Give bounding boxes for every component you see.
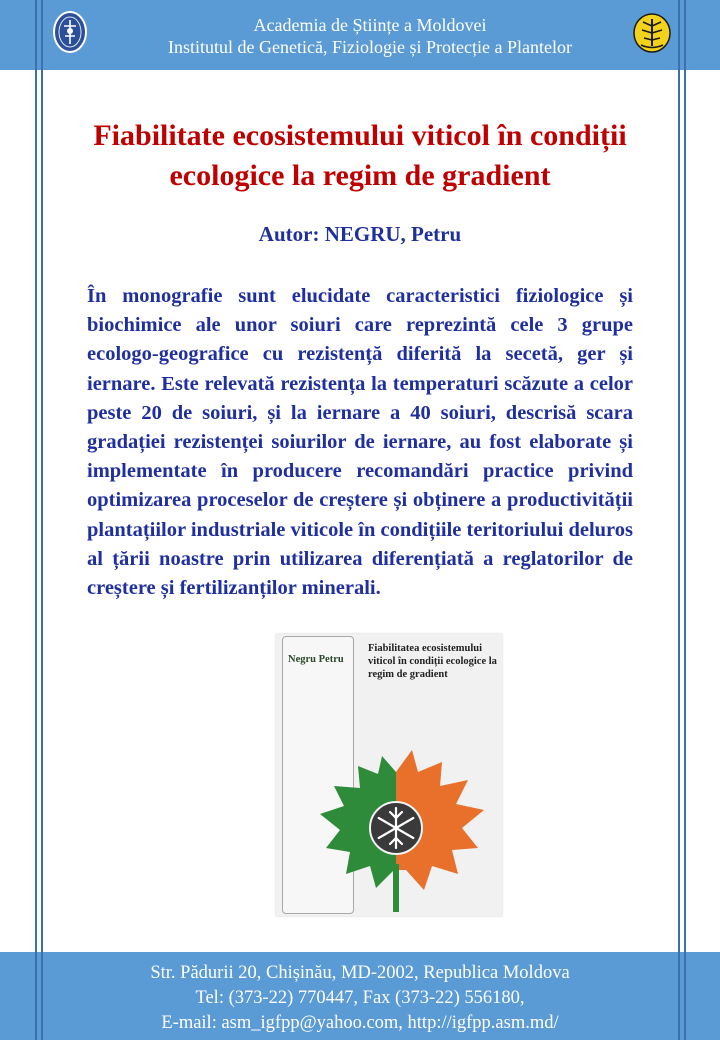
left-border-line: [35, 0, 37, 1040]
header-academy-name: Academia de Științe a Moldovei: [253, 15, 487, 35]
book-author: Autor: NEGRU, Petru: [258, 222, 462, 246]
right-border-line: [678, 0, 680, 1040]
header-institute-name: Institutul de Genetică, Fiziologie și Protecție a Plantelor: [168, 37, 572, 57]
footer-address: Str. Pădurii 20, Chișinău, MD-2002, Republica Moldova: [150, 963, 570, 983]
grape-leaf-illustration: [296, 744, 496, 912]
cover-author: Negru Petru: [288, 654, 344, 665]
cover-title: Fiabilitatea ecosistemului viticol în condiții ecologice la regim de gradient: [368, 643, 497, 680]
academy-emblem-icon: [52, 10, 88, 54]
book-title: Fiabilitate ecosistemului viticol în condiții ecologice la regim de gradient: [93, 119, 627, 192]
left-border-line: [41, 0, 43, 1040]
right-border-line: [684, 0, 686, 1040]
footer-email: E-mail: asm_igfpp@yahoo.com, http://igfpp.asm.md/: [161, 1013, 559, 1033]
book-cover-image: [276, 634, 502, 916]
book-abstract: În monografie sunt elucidate caracteristici fiziologice și biochimice ale unor soiuri care reprezintă cele 3 grupe ecologo-geografice cu rezistență diferită la secetă, ger și iernare. Este relevată rezistența la temperaturi scăzute a celor peste 20 de soiuri, și la iernare a 40 soiuri, descrisă scara gradației rezistenței soiurilor de iernare, au fost elaborate și implementate în producere recomandări practice privind optimizarea proceselor de creștere și obținere a productivității plantațiilor industriale viticole în condițiile teritoriului deluros al țării noastre prin utilizarea diferențiată a reglatorilor de creștere și fertilizanților minerali.: [87, 285, 633, 600]
footer-phone: Tel: (373-22) 770447, Fax (373-22) 556180,: [195, 988, 525, 1008]
